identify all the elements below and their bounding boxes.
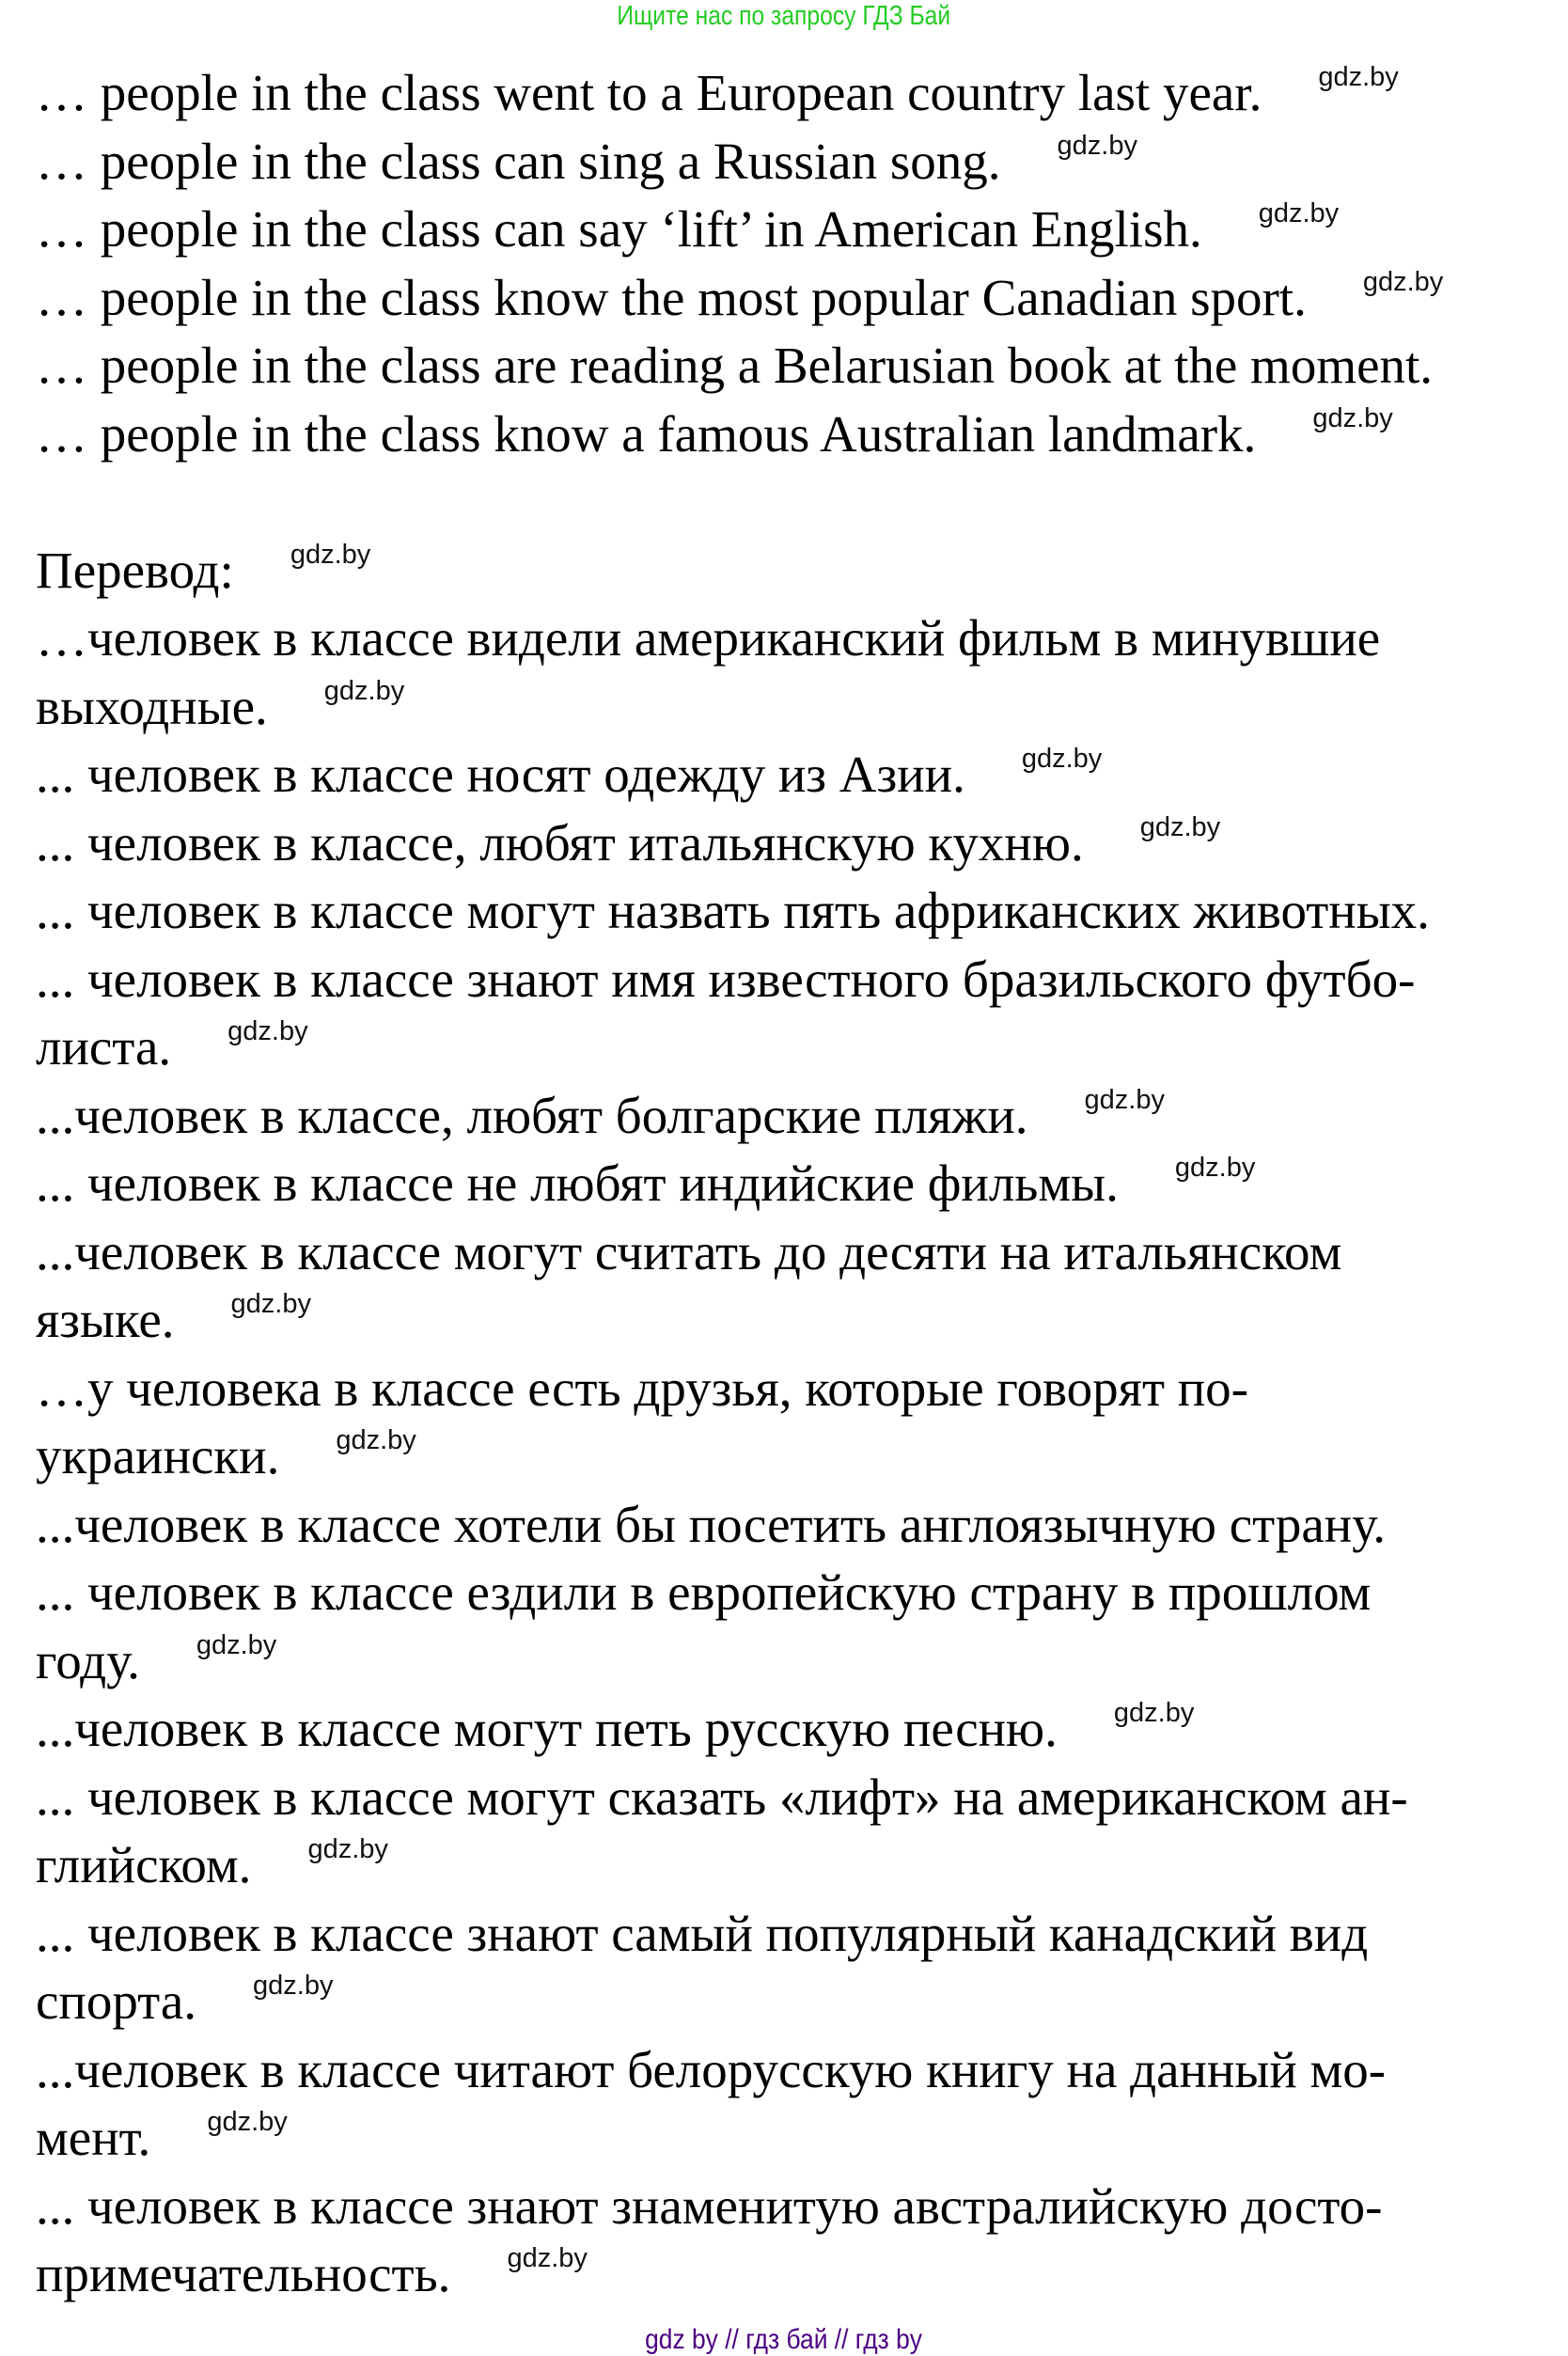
watermark: gdz.by: [1362, 266, 1444, 297]
russian-line: ... человек в классе могут назвать пять африканских животных.: [36, 882, 1430, 939]
russian-line-row: [36, 1355, 1443, 1423]
russian-line: примечательность.: [36, 2245, 451, 2302]
footer-text: gdz by // гдз бай // гдз by: [645, 2324, 923, 2355]
english-line: … people in the class know a famous Australian landmark.: [36, 404, 1257, 463]
english-line: … people in the class are reading a Belarusian book at the moment.: [36, 337, 1434, 394]
english-line-row: [36, 401, 1443, 469]
russian-line-row: [36, 1013, 1443, 1082]
watermark: gdz.by: [207, 2107, 288, 2137]
russian-line-row: [36, 1831, 1443, 1900]
watermark: gdz.by: [1312, 402, 1393, 433]
russian-line-row: [36, 1627, 1443, 1696]
russian-line: украински.: [36, 1427, 280, 1484]
russian-line: ... человек в классе знают самый популярный канадский вид: [36, 1904, 1369, 1962]
watermark: gdz.by: [1258, 198, 1340, 228]
english-line-row: [36, 264, 1443, 333]
watermark: gdz.by: [290, 539, 371, 570]
watermark: gdz.by: [1021, 744, 1103, 774]
russian-line: …у человека в классе есть друзья, которые говорят по-: [36, 1359, 1249, 1417]
search-hint-banner: [0, 0, 1568, 32]
english-line-row: [36, 128, 1443, 196]
watermark: gdz.by: [196, 1629, 277, 1660]
watermark: gdz.by: [1057, 130, 1137, 161]
russian-line: ... человек в классе ездили в европейскую страну в прошлом: [36, 1563, 1372, 1621]
document-body: [36, 59, 1443, 2309]
russian-line-row: [36, 1695, 1443, 1764]
russian-line: …человек в классе видели американский фильм в минувшие: [36, 609, 1381, 667]
russian-line-row: [36, 1422, 1443, 1491]
russian-line-row: [36, 1218, 1443, 1287]
russian-line-row: [36, 809, 1443, 878]
russian-line: ... человек в классе знают имя известного бразильского футбо-: [36, 950, 1416, 1008]
russian-line-row: [36, 2104, 1443, 2173]
english-line: … people in the class went to a European country last year.: [36, 64, 1262, 121]
watermark: gdz.by: [1113, 1698, 1195, 1728]
russian-line: ...человек в классе могут петь русскую песню.: [36, 1700, 1058, 1757]
watermark: gdz.by: [253, 1971, 334, 2001]
russian-line: ...человек в классе, любят болгарские пляжи.: [36, 1086, 1028, 1144]
russian-line: ... человек в классе не любят индийские фильмы.: [36, 1154, 1119, 1212]
russian-line: ... человек в классе, любят итальянскую кухню.: [36, 813, 1084, 872]
watermark: gdz.by: [1318, 62, 1399, 92]
russian-line: глийском.: [36, 1836, 252, 1893]
russian-line-row: [36, 1491, 1443, 1560]
russian-line-row: [36, 1559, 1443, 1627]
russian-line: листа.: [36, 1018, 172, 1076]
russian-line: мент.: [36, 2109, 151, 2166]
russian-line-row: [36, 1764, 1443, 1832]
watermark: gdz.by: [507, 2243, 588, 2273]
russian-line-row: [36, 877, 1443, 946]
english-sentences: [36, 59, 1443, 468]
watermark: gdz.by: [227, 1016, 308, 1046]
watermark: gdz.by: [1174, 1153, 1256, 1183]
english-line-row: [36, 59, 1443, 128]
russian-line: ...человек в классе могут считать до десяти на итальянском: [36, 1222, 1342, 1280]
spacer: [36, 468, 1443, 537]
russian-line: ... человек в классе могут сказать «лифт» на американском ан-: [36, 1767, 1408, 1826]
russian-translation: [36, 605, 1443, 2309]
watermark: gdz.by: [1139, 811, 1221, 842]
english-line: … people in the class can sing a Russian song.: [36, 132, 1001, 190]
search-hint-text: Ищите нас по запросу ГДЗ Бай: [617, 1, 951, 31]
russian-line-row: [36, 2173, 1443, 2241]
russian-line: году.: [36, 1631, 140, 1689]
russian-line-row: [36, 741, 1443, 809]
russian-line-row: [36, 1968, 1443, 2036]
translation-heading: Перевод:: [36, 541, 234, 599]
watermark: gdz.by: [323, 675, 405, 706]
watermark: gdz.by: [230, 1289, 311, 1319]
english-line: … people in the class know the most popular Canadian sport.: [36, 268, 1307, 326]
russian-line-row: [36, 1900, 1443, 1969]
english-line: … people in the class can say ‘lift’ in American English.: [36, 200, 1202, 258]
english-line-row: [36, 196, 1443, 264]
russian-line-row: [36, 946, 1443, 1014]
russian-line: ...человек в классе хотели бы посетить англоязычную страну.: [36, 1495, 1386, 1553]
english-line-row: [36, 332, 1443, 401]
russian-line-row: [36, 673, 1443, 742]
russian-line-row: [36, 2240, 1443, 2309]
russian-line: выходные.: [36, 677, 268, 735]
russian-line-row: [36, 1286, 1443, 1355]
russian-line-row: [36, 2036, 1443, 2105]
russian-line-row: [36, 1082, 1443, 1151]
translation-heading-line: [36, 537, 1443, 605]
russian-line-row: [36, 1150, 1443, 1218]
russian-line: спорта.: [36, 1972, 196, 2030]
watermark: gdz.by: [307, 1834, 388, 1864]
footer: [0, 2324, 1568, 2356]
russian-line: ... человек в классе носят одежду из Азии.: [36, 746, 965, 803]
watermark: gdz.by: [336, 1425, 416, 1455]
russian-line: ... человек в классе знают знаменитую австралийскую досто-: [36, 2176, 1383, 2235]
russian-line: языке.: [36, 1291, 175, 1348]
watermark: gdz.by: [1084, 1084, 1165, 1115]
russian-line: ...человек в классе читают белорусскую книгу на данный мо-: [36, 2040, 1387, 2098]
russian-line-row: [36, 605, 1443, 673]
